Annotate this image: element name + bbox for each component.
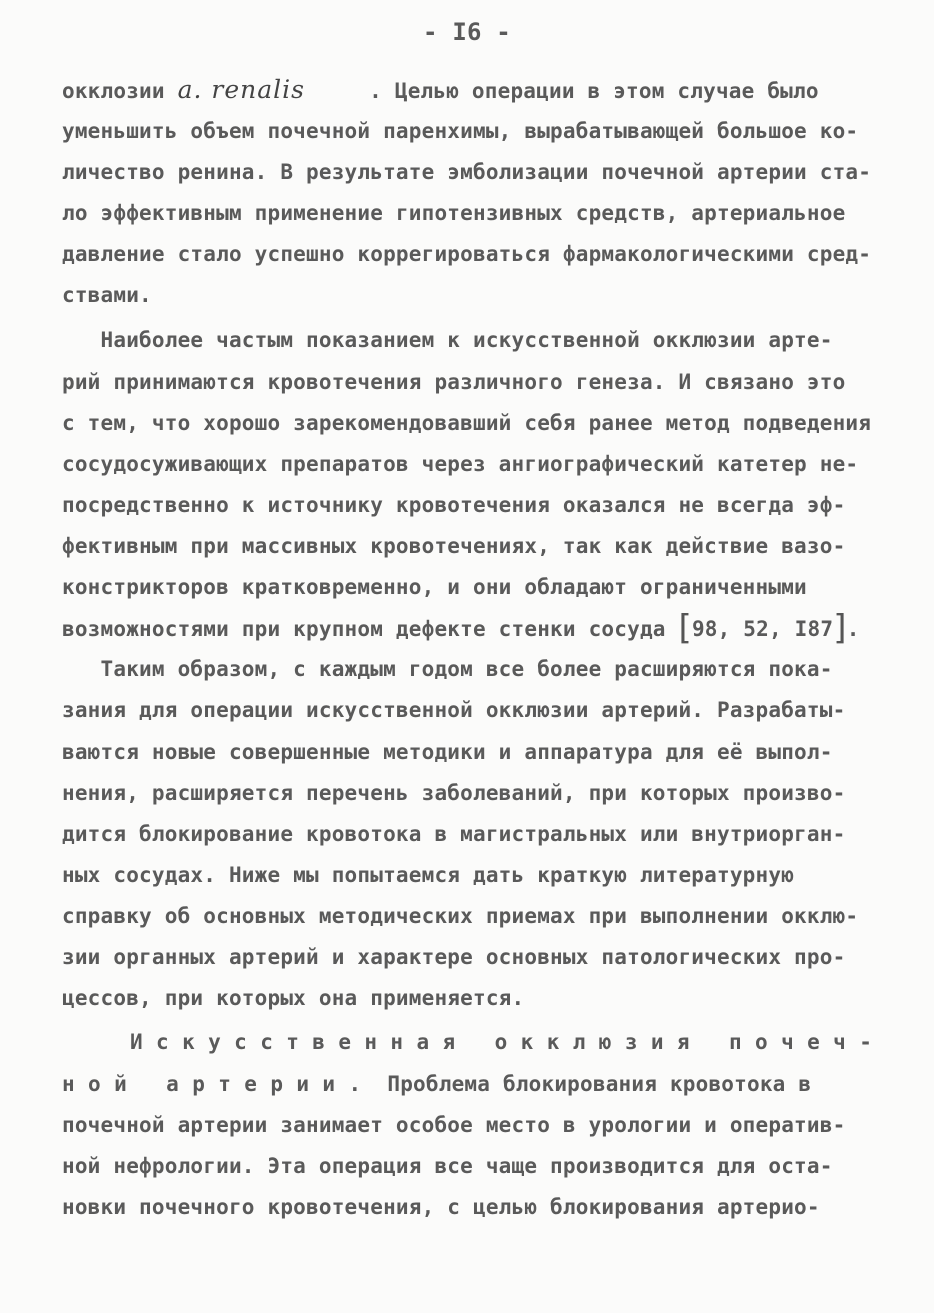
text-line: посредственно к источнику кровотечения оказался не всегда эф- <box>62 493 846 517</box>
text-line: Таким образом, с каждым годом все более расширяются пока- <box>62 657 833 681</box>
text-line: цессов, при которых она применяется. <box>62 986 525 1010</box>
text-line: новки почечного кровотечения, с целью блокирования артерио- <box>62 1195 820 1219</box>
section-heading-line: Искусственная окклюзия почеч- <box>130 1030 886 1054</box>
text-line: нения, расширяется перечень заболеваний, при которых произво- <box>62 781 846 805</box>
text-line: ной нефрологии. Эта операция все чаще производится для оста- <box>62 1154 833 1178</box>
text-fragment: окклозии <box>62 79 178 103</box>
text-line <box>62 608 860 648</box>
text-line <box>62 76 819 105</box>
citation-bracket-close: ] <box>833 608 847 648</box>
text-line: зания для операции искусственной окклюзии артерий. Разрабаты- <box>62 698 846 722</box>
citation-refs: 98, 52, I87 <box>691 617 834 641</box>
text-line: фективным при массивных кровотечениях, так как действие вазо- <box>62 534 846 558</box>
text-line: уменьшить объем почечной паренхимы, вырабатывающей большое ко- <box>62 119 859 143</box>
text-line: личество ренина. В результате эмболизации почечной артерии ста- <box>62 160 872 184</box>
text-line: ных сосудах. Ниже мы попытаемся дать краткую литературную <box>62 863 795 887</box>
text-line: справку об основных методических приемах при выполнении окклю- <box>62 904 859 928</box>
text-line: рий принимаются кровотечения различного генеза. И связано это <box>62 370 846 394</box>
page-number: - I6 - <box>423 18 511 46</box>
text-line: с тем, что хорошо зарекомендовавший себя ранее метод подведения <box>62 411 872 435</box>
text-line: почечной артерии занимает особое место в урологии и оператив- <box>62 1113 846 1137</box>
text-line: сосудосуживающих препаратов через ангиографический катетер не- <box>62 452 859 476</box>
text-line: ствами. <box>62 283 152 307</box>
text-line: Наиболее частым показанием к искусственной окклюзии арте- <box>62 328 833 352</box>
text-fragment: . <box>846 617 860 641</box>
text-line: дится блокирование кровотока в магистральных или внутриорган- <box>62 822 846 846</box>
text-fragment: возможностями при крупном дефекте стенки сосуда <box>62 617 679 641</box>
text-line: зии органных артерий и характере основных патологических про- <box>62 945 846 969</box>
text-line: констрикторов кратковременно, и они обладают ограниченными <box>62 575 807 599</box>
text-fragment: Проблема блокирования кровотока в <box>374 1072 812 1096</box>
citation-bracket-open: [ <box>678 608 692 648</box>
text-line: ваются новые совершенные методики и аппаратура для её выпол- <box>62 740 833 764</box>
text-line: ло эффективным применение гипотензивных средств, артериальное <box>62 201 846 225</box>
section-heading-fragment: ной артерии. <box>62 1072 375 1096</box>
text-line <box>62 1070 811 1098</box>
text-line: давление стало успешно коррегироваться фармакологическими сред- <box>62 242 872 266</box>
text-fragment: . Целью операции в этом случае было <box>304 79 819 103</box>
handwritten-insert: a. renalis <box>177 75 305 104</box>
